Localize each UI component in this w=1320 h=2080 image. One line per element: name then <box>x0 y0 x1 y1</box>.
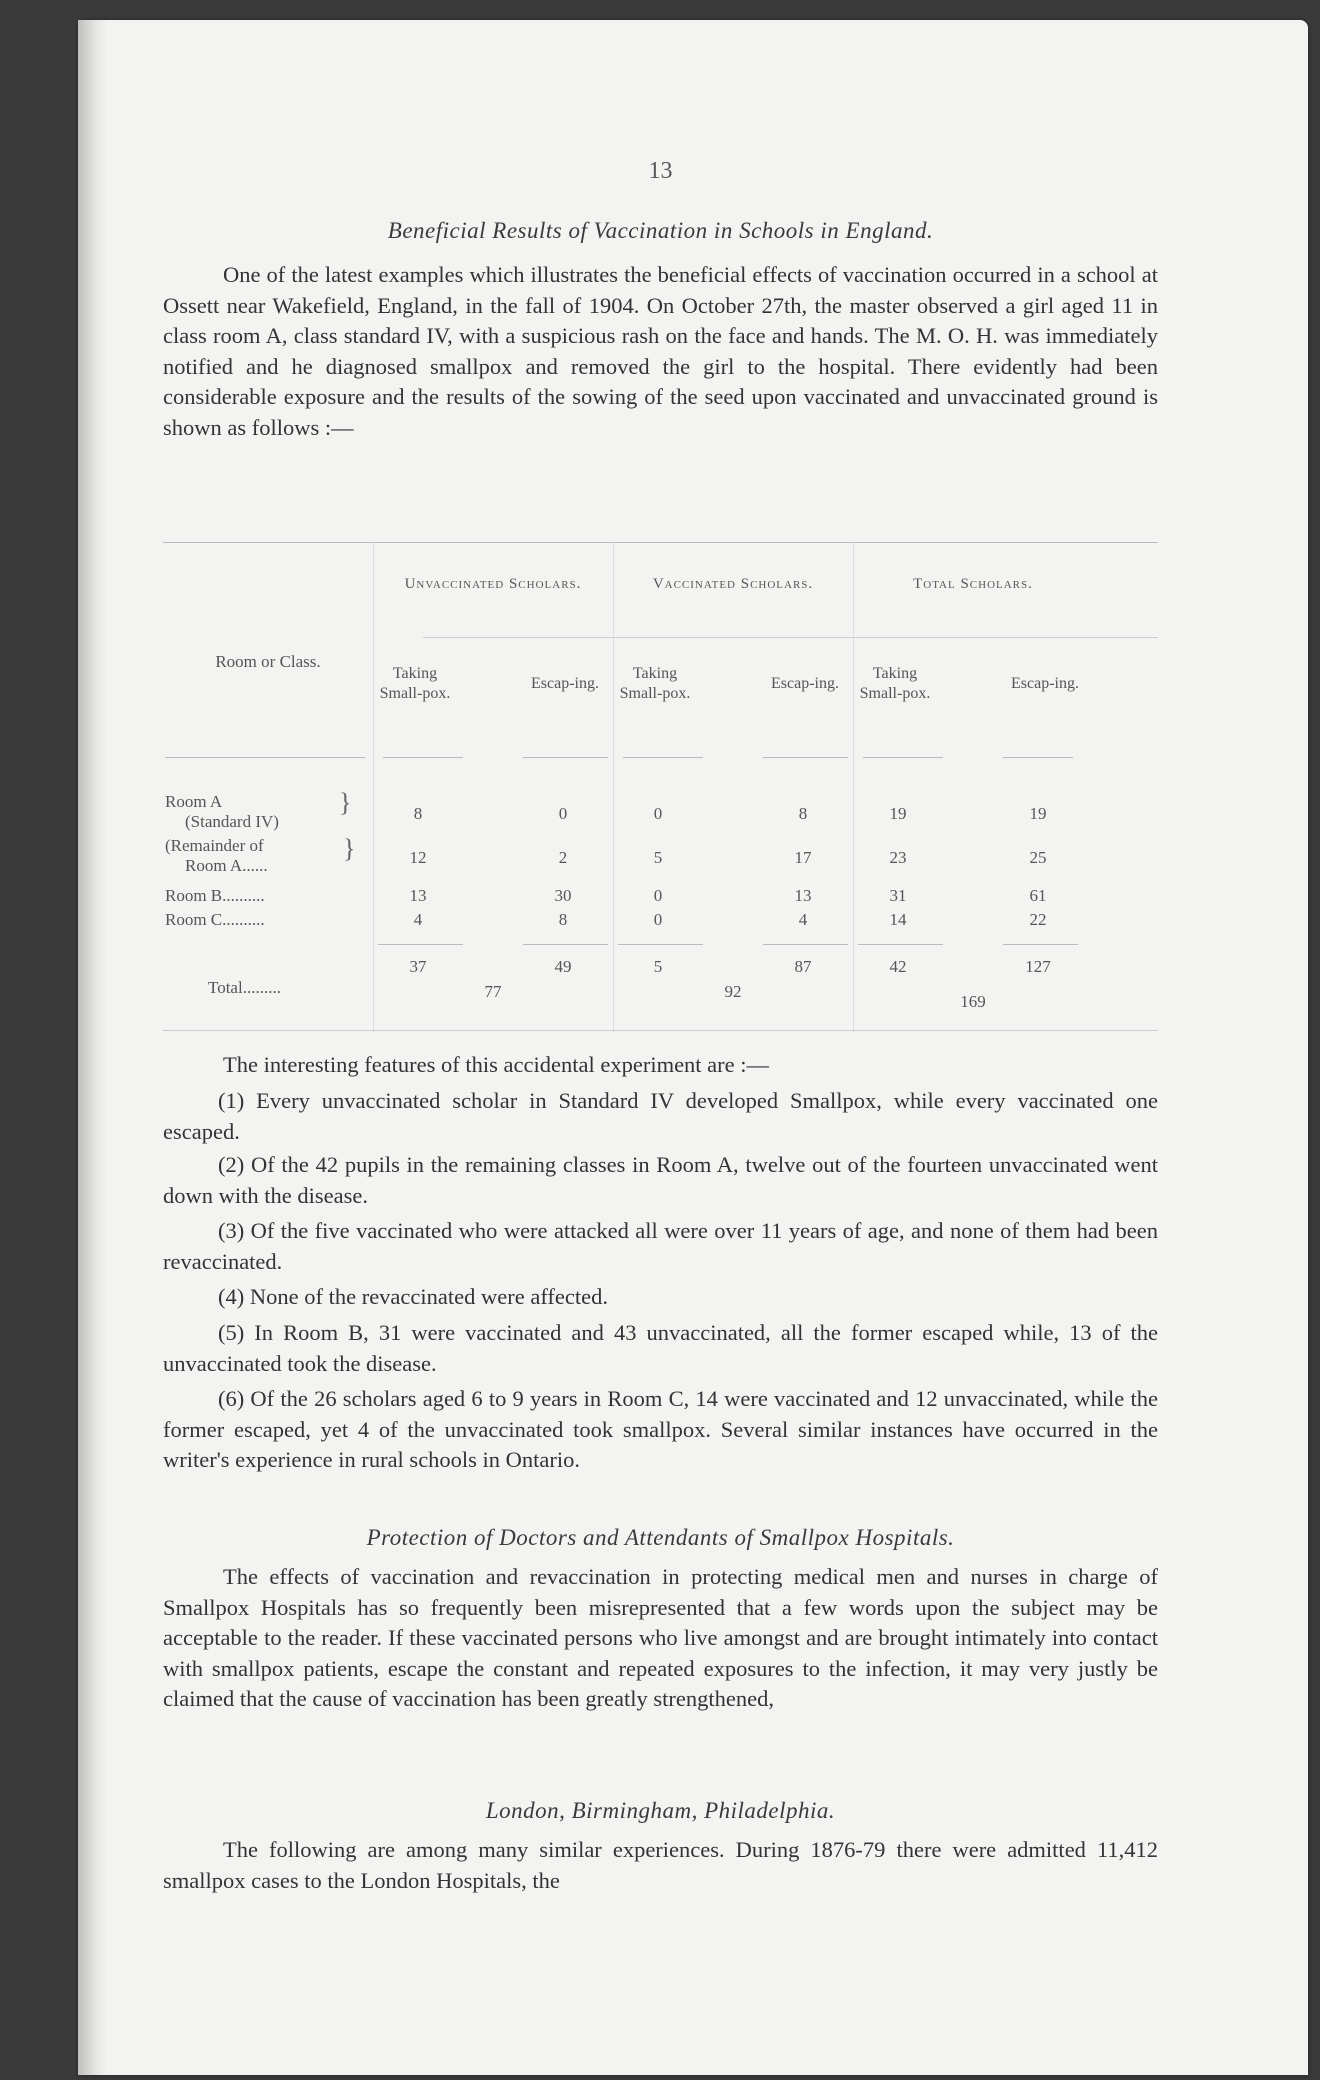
row-label: Room A...... <box>185 856 268 875</box>
table-vline <box>373 542 374 1032</box>
table-cell-total: 127 <box>1025 957 1051 976</box>
table-cell: 0 <box>558 804 568 823</box>
table-cell: 14 <box>889 910 907 929</box>
table-cell: 8 <box>413 804 423 823</box>
group-total-vaccinated: 92 <box>724 982 742 1001</box>
final-paragraph: The following are among many similar experiences. During 1876-79 there were admitted 11,412 smallpox cases to the London Hospitals, the <box>163 1837 1158 1893</box>
table-vline <box>853 542 854 1032</box>
feature-item-4: (4) None of the revaccinated were affected. <box>218 1284 608 1309</box>
subheader-unvacc-escaping: Escap-ing. <box>531 675 599 692</box>
table-cell: 4 <box>798 910 808 929</box>
table-cell: 61 <box>1029 886 1047 905</box>
table-cell: 25 <box>1029 848 1047 867</box>
feature-item-6: (6) Of the 26 scholars aged 6 to 9 years in Room C, 14 were vaccinated and 12 unvaccinated, while the former escaped, yet 4 of the unvaccinated took smallpox. Several similar instances have occurred in the writer's experience in rural schools in Ontario. <box>163 1386 1158 1472</box>
total-label: Total......... <box>208 978 281 997</box>
section-heading-cities: London, Birmingham, Philadelphia. <box>485 1798 836 1823</box>
table-cell: 13 <box>794 886 812 905</box>
header-vaccinated: Vaccinated Scholars. <box>652 576 814 592</box>
vaccination-results-table <box>163 542 1158 1032</box>
sum-rule <box>763 944 848 945</box>
row-label: Room C.......... <box>165 910 265 929</box>
sum-rule <box>378 944 463 945</box>
table-vline <box>613 542 614 1032</box>
row-label: Room A <box>165 792 223 811</box>
header-bottom-rule <box>623 757 703 758</box>
feature-item-3: (3) Of the five vaccinated who were attacked all were over 11 years of age, and none of them had been revaccinated. <box>163 1218 1158 1274</box>
table-cell-total: 87 <box>794 957 812 976</box>
table-cell: 4 <box>413 910 423 929</box>
row-label: (Standard IV) <box>185 812 279 831</box>
table-bottom-rule <box>163 1030 1158 1031</box>
subheader-vacc-escaping: Escap-ing. <box>771 675 839 692</box>
group-total-total: 169 <box>960 992 986 1011</box>
header-bottom-rule <box>383 757 463 758</box>
group-header-rule <box>423 637 1158 638</box>
header-bottom-rule <box>523 757 608 758</box>
row-label: (Remainder of <box>165 836 264 855</box>
header-bottom-rule <box>863 757 943 758</box>
sum-rule <box>1003 944 1078 945</box>
header-total: Total Scholars. <box>913 576 1033 592</box>
table-cell: 12 <box>409 848 427 867</box>
group-total-unvaccinated: 77 <box>484 982 502 1001</box>
table-cell: 8 <box>798 804 808 823</box>
header-unvaccinated: Unvaccinated Scholars. <box>404 576 582 592</box>
sum-rule <box>618 944 703 945</box>
page-number: 13 <box>648 158 673 184</box>
table-cell-total: 49 <box>554 957 572 976</box>
brace-glyph: } <box>339 788 352 817</box>
table-cell: 19 <box>1029 804 1047 823</box>
protection-paragraph: The effects of vaccination and revaccination in protecting medical men and nurses in charge of Smallpox Hospitals has so frequently been misrepresented that a few words upon the subject may be acceptable to the reader. If these vaccinated persons who live amongst and are brought intimately into contact with smallpox patients, escape the constant and repeated exposures to the infection, it may very justly be claimed that the cause of vaccination has been greatly strengthened, <box>163 1564 1158 1711</box>
sum-rule <box>523 944 608 945</box>
page <box>78 20 1308 2075</box>
page-spine-shadow <box>78 20 108 2075</box>
header-bottom-rule <box>763 757 848 758</box>
table-cell: 8 <box>558 910 568 929</box>
subheader-total-taking: Taking Small-pox. <box>859 665 931 702</box>
intro-paragraph: One of the latest examples which illustrates the beneficial effects of vaccination occurred in a school at Ossett near Wakefield, England, in the fall of 1904. On October 27th, the master observed a girl aged 11 in class room A, class standard IV, with a suspicious rash on the face and hands. The M. O. H. was immediately notified and he diagnosed smallpox and removed the girl to the hospital. There evidently had been considerable exposure and the results of the sowing of the seed upon vaccinated and unvaccinated ground is shown as follows :— <box>163 262 1158 440</box>
section-heading-schools: Beneficial Results of Vaccination in Schools in England. <box>387 218 934 243</box>
header-bottom-rule <box>1003 757 1073 758</box>
table-cell: 22 <box>1029 910 1047 929</box>
table-cell: 13 <box>409 886 427 905</box>
feature-item-2: (2) Of the 42 pupils in the remaining classes in Room A, twelve out of the fourteen unvaccinated went down with the disease. <box>163 1152 1158 1208</box>
feature-item-1: (1) Every unvaccinated scholar in Standard IV developed Smallpox, while every vaccinated one escaped. <box>163 1088 1158 1144</box>
feature-item-5: (5) In Room B, 31 were vaccinated and 43 unvaccinated, all the former escaped while, 13 of the unvaccinated took the disease. <box>163 1320 1158 1376</box>
table-cell-total: 37 <box>409 957 427 976</box>
table-top-rule <box>163 542 1158 543</box>
section-heading-protection: Protection of Doctors and Attendants of Smallpox Hospitals. <box>366 1525 955 1550</box>
table-cell: 31 <box>889 886 907 905</box>
row-label: Room B.......... <box>165 886 265 905</box>
table-cell: 2 <box>558 848 568 867</box>
table-cell: 0 <box>653 910 663 929</box>
table-cell: 5 <box>653 848 663 867</box>
header-room-or-class: Room or Class. <box>215 652 321 671</box>
table-cell: 17 <box>794 848 812 867</box>
brace-glyph: } <box>343 834 356 863</box>
features-intro: The interesting features of this accidental experiment are :— <box>223 1052 770 1077</box>
table-cell: 23 <box>889 848 907 867</box>
subheader-vacc-taking: Taking Small-pox. <box>619 665 691 702</box>
sum-rule <box>858 944 943 945</box>
table-cell: 0 <box>653 886 663 905</box>
table-cell-total: 5 <box>653 957 663 976</box>
subheader-total-escaping: Escap-ing. <box>1011 675 1079 692</box>
subheader-unvacc-taking: Taking Small-pox. <box>379 665 451 702</box>
table-cell: 19 <box>889 804 907 823</box>
table-cell: 30 <box>554 886 572 905</box>
header-bottom-rule <box>165 757 365 758</box>
table-cell: 0 <box>653 804 663 823</box>
table-cell-total: 42 <box>889 957 907 976</box>
